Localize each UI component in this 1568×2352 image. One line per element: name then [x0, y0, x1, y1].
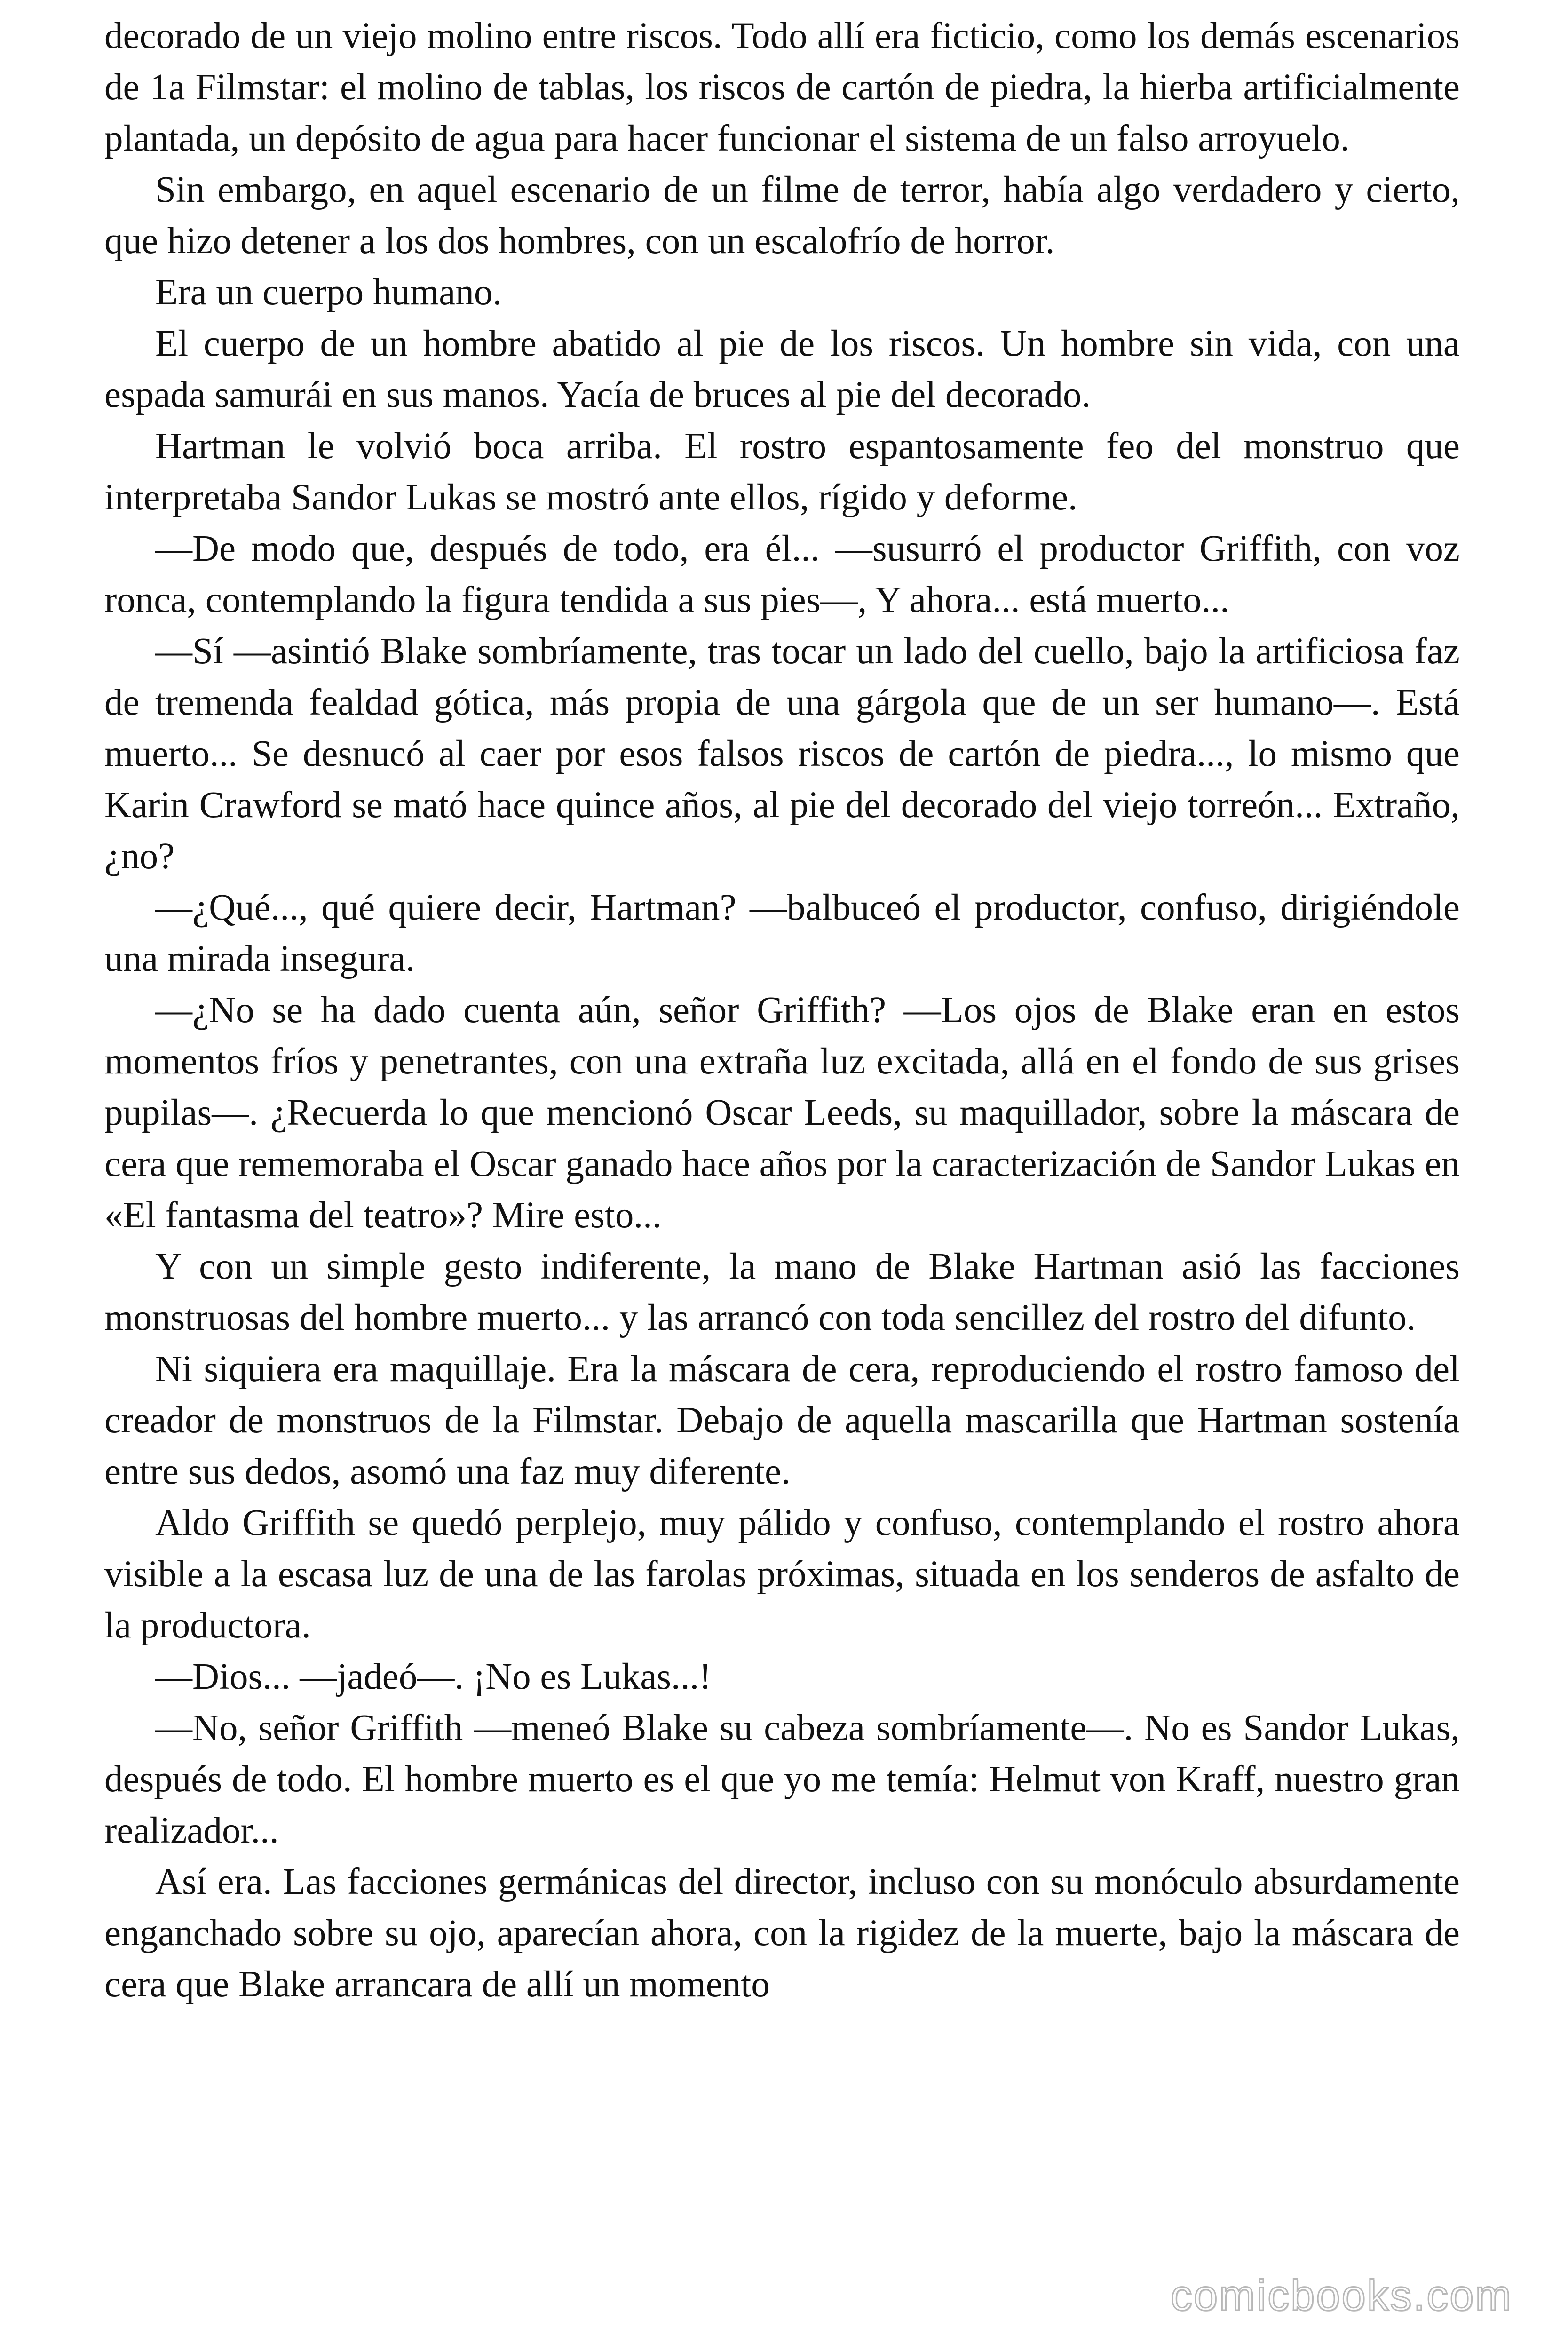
paragraph: Ni siquiera era maquillaje. Era la máscara de cera, reproduciendo el rostro famoso del creador de monstruos de la Filmstar. Debajo de aquella mascarilla que Hartman sostenía entre sus dedos, asomó una faz muy diferente. [104, 1349, 1460, 1492]
watermark-logo: comicbooks.com [1170, 2272, 1513, 2320]
paragraph: Aldo Griffith se quedó perplejo, muy pálido y confuso, contemplando el rostro ahora visible a la escasa luz de una de las farolas próximas, situada en los senderos de asfalto de la productora. [104, 1502, 1460, 1646]
paragraph-dialogue: —¿Qué..., qué quiere decir, Hartman? —balbuceó el productor, confuso, dirigiéndole una mirada insegura. [104, 887, 1460, 979]
paragraph-dialogue: —De modo que, después de todo, era él... —susurró el productor Griffith, con voz ronca, contemplando la figura tendida a sus pies—, Y ahora... está muerto... [104, 528, 1460, 620]
paragraph: Y con un simple gesto indiferente, la mano de Blake Hartman asió las facciones monstruosas del hombre muerto... y las arrancó con toda sencillez del rostro del difunto. [104, 1246, 1460, 1338]
paragraph: Así era. Las facciones germánicas del director, incluso con su monóculo absurdamente enganchado sobre su ojo, aparecían ahora, con la rigidez de la muerte, bajo la máscara de cera que Blake arrancara de allí un momento [104, 1861, 1460, 2005]
book-page-text [104, 10, 1460, 2010]
paragraph-dialogue: —Dios... —jadeó—. ¡No es Lukas...! [155, 1656, 712, 1697]
paragraph-continued: decorado de un viejo molino entre riscos. Todo allí era ficticio, como los demás escenarios de 1a Filmstar: el molino de tablas, los riscos de cartón de piedra, la hierba artificialmente plantada, un depósito de agua para hacer funcionar el sistema de un falso arroyuelo. [104, 16, 1460, 159]
paragraph-dialogue: —No, señor Griffith —meneó Blake su cabeza sombríamente—. No es Sandor Lukas, después de todo. El hombre muerto es el que yo me temía: Helmut von Kraff, nuestro gran realizador... [104, 1708, 1460, 1851]
paragraph: Sin embargo, en aquel escenario de un filme de terror, había algo verdadero y cierto, que hizo detener a los dos hombres, con un escalofrío de horror. [104, 169, 1460, 262]
paragraph: Era un cuerpo humano. [155, 272, 502, 313]
paragraph-dialogue: —¿No se ha dado cuenta aún, señor Griffith? —Los ojos de Blake eran en estos momentos fríos y penetrantes, con una extraña luz excitada, allá en el fondo de sus grises pupilas—. ¿Recuerda lo que mencionó Oscar Leeds, su maquillador, sobre la máscara de cera que rememoraba el Oscar ganado hace años por la caracterización de Sandor Lukas en «El fantasma del teatro»? Mire esto... [104, 990, 1460, 1236]
paragraph: El cuerpo de un hombre abatido al pie de los riscos. Un hombre sin vida, con una espada samurái en sus manos. Yacía de bruces al pie del decorado. [104, 323, 1460, 415]
paragraph-dialogue: —Sí —asintió Blake sombríamente, tras tocar un lado del cuello, bajo la artificiosa faz de tremenda fealdad gótica, más propia de una gárgola que de un ser humano—. Está muerto... Se desnucó al caer por esos falsos riscos de cartón de piedra..., lo mismo que Karin Crawford se mató hace quince años, al pie del decorado del viejo torreón... Extraño, ¿no? [104, 631, 1460, 877]
paragraph: Hartman le volvió boca arriba. El rostro espantosamente feo del monstruo que interpretaba Sandor Lukas se mostró ante ellos, rígido y deforme. [104, 426, 1460, 518]
